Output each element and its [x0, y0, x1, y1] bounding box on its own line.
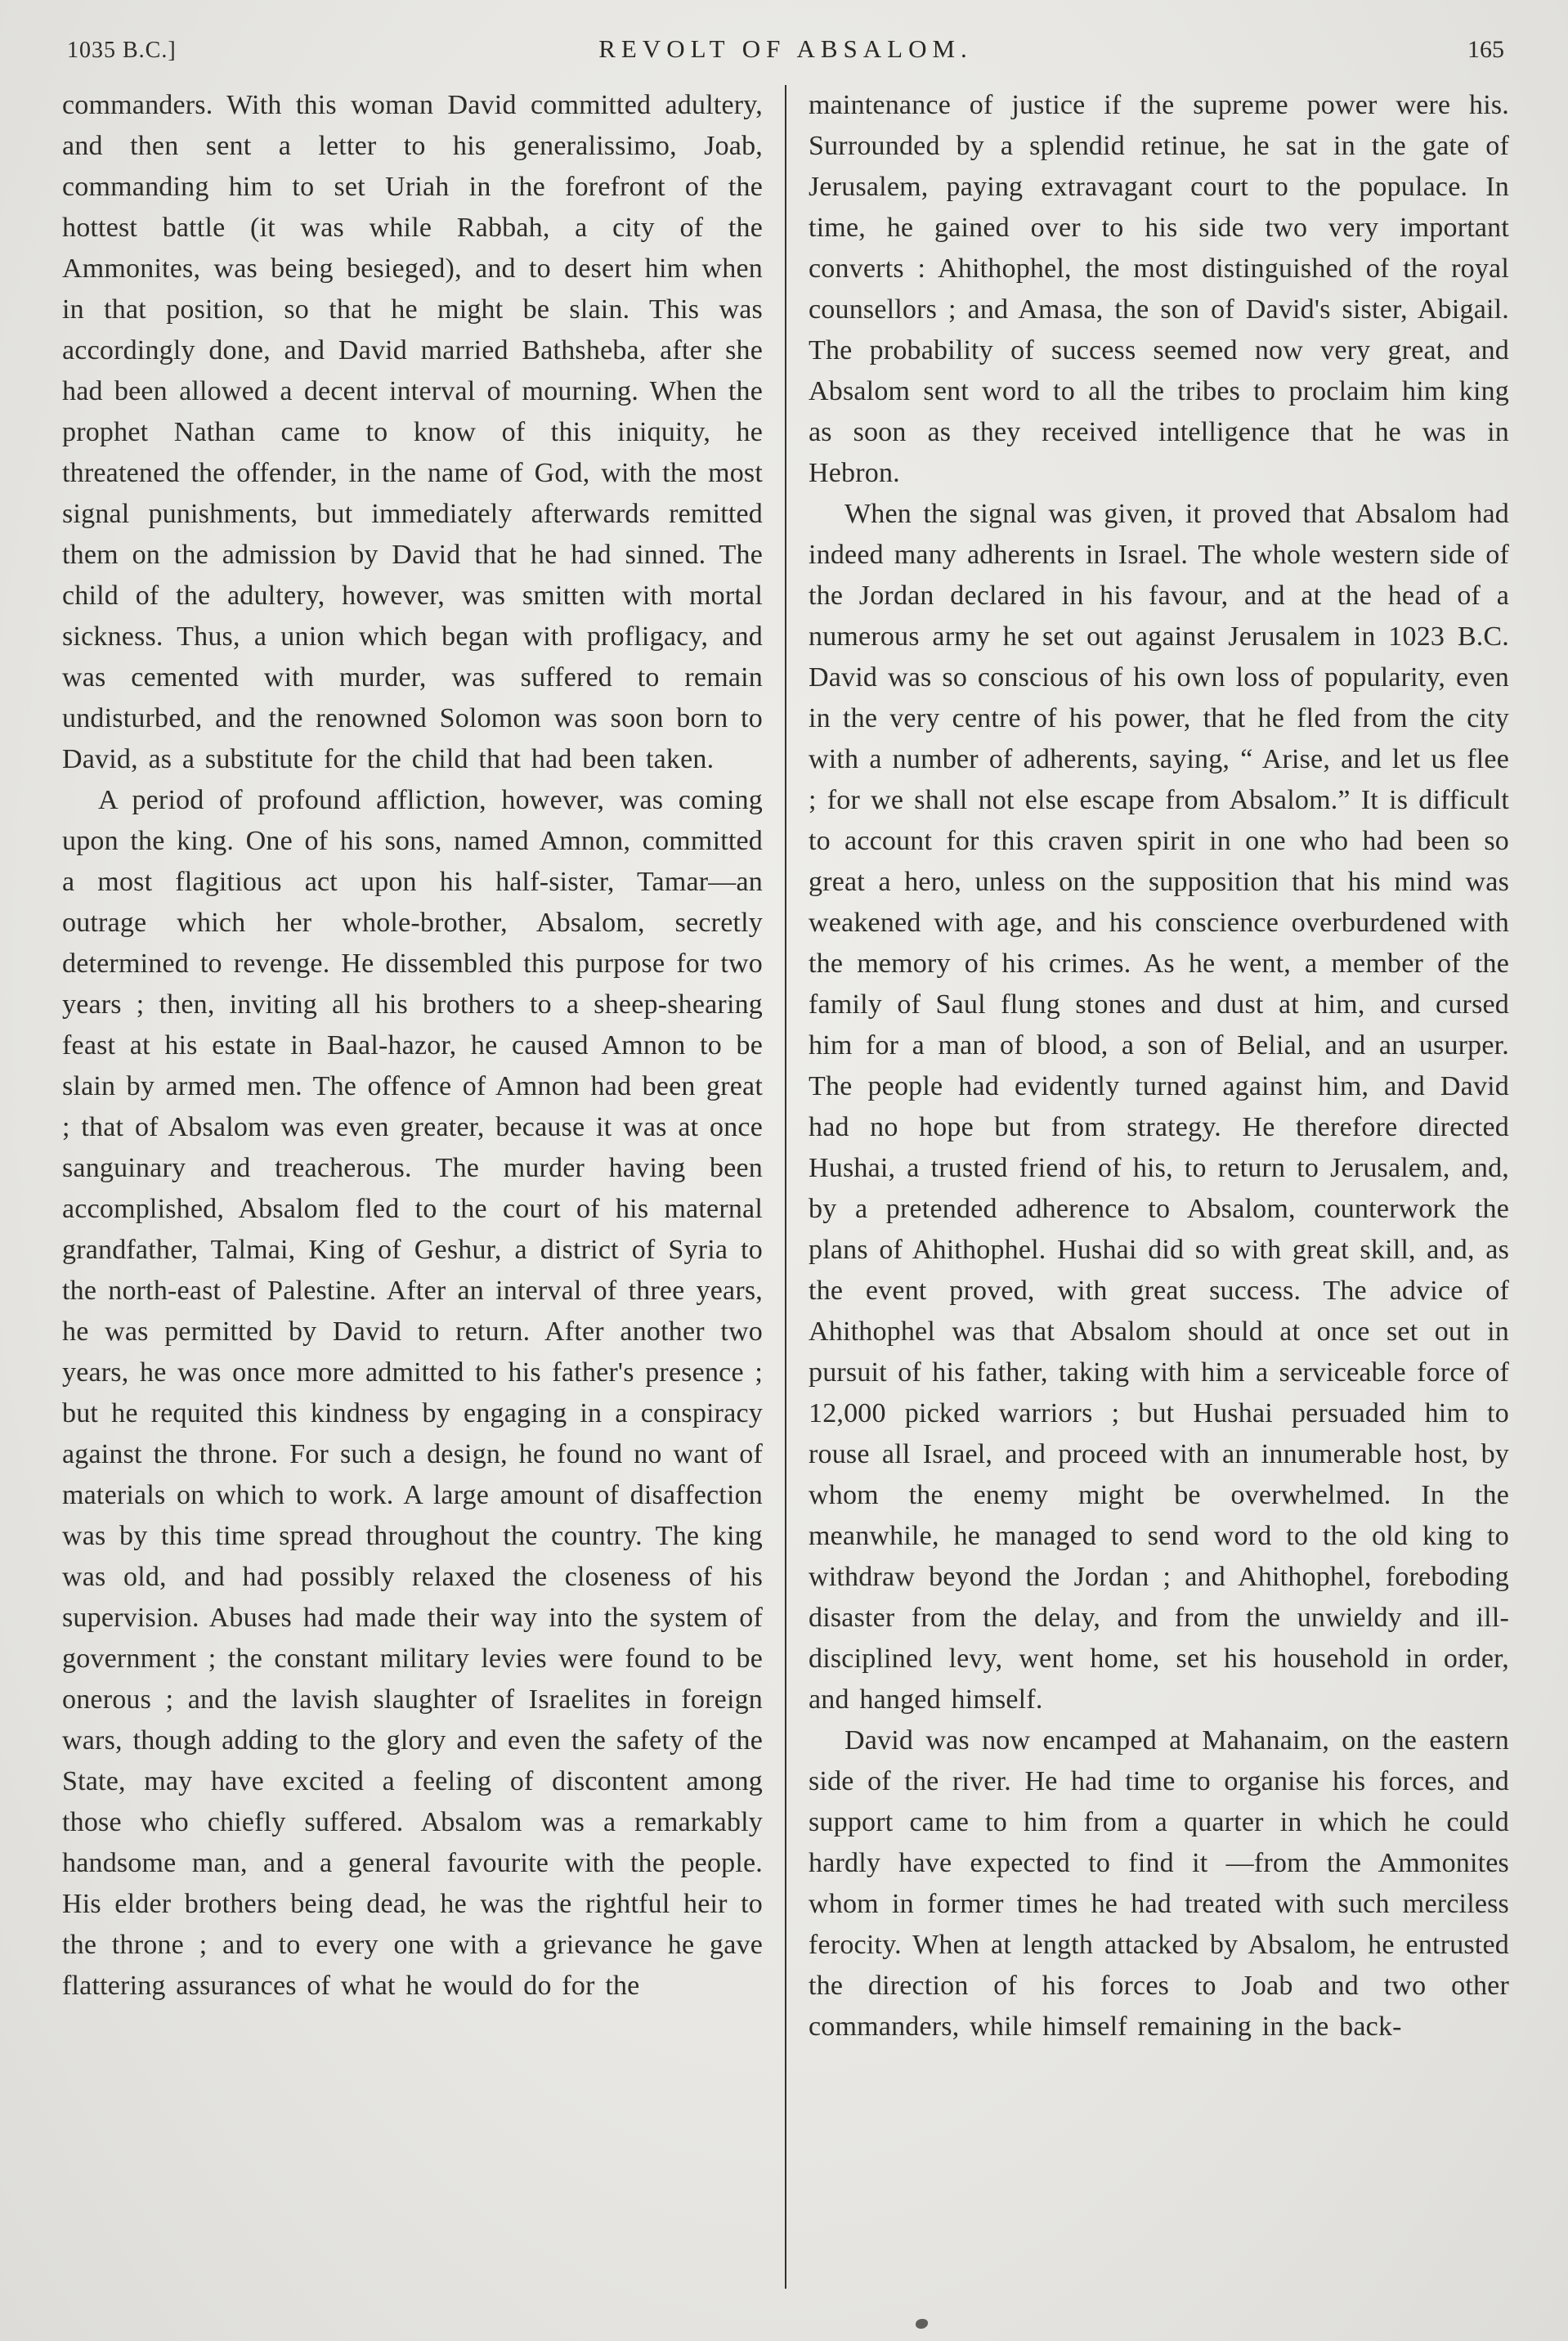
paragraph: A period of profound affliction, however, was coming upon the king. One of his sons, named Amnon, committed a most flagitious act upon his half-sister, Tamar—an outrage which her whole-brother, Absalom, secretly determined to revenge. He dissembled this purpose for two years ; then, inviting all his brothers to a sheep-shearing feast at his estate in Baal-hazor, he caused Amnon to be slain by armed men. The offence of Amnon had been great ; that of Absalom was even greater, because it was at once sanguinary and treacherous. The murder having been accomplished, Absalom fled to the court of his maternal grandfather, Talmai, King of Geshur, a district of Syria to the north-east of Palestine. After an interval of three years, he was permitted by David to return. After another two years, he was once more admitted to his father's presence ; but he requited this kindness by engaging in a conspiracy against the throne. For such a design, he found no want of materials on which to work. A large amount of disaffection was by this time spread throughout the country. The king was old, and had possibly relaxed the closeness of his supervision. Abuses had made their way into the system of government ; the constant military levies were found to be onerous ; and the lavish slaughter of Israelites in foreign wars, though adding to the glory and even the safety of the State, may have excited a feeling of discontent among those who chiefly suffered. Absalom was a remarkably handsome man, and a general favourite with the people. His elder brothers being dead, he was the rightful heir to the throne ; and to every one with a grievance he gave flattering assurances of what he would do for the — [62, 785, 763, 2001]
running-title: REVOLT OF ABSALOM. — [598, 34, 973, 63]
text-columns — [62, 85, 1509, 2289]
header-date: 1035 B.C.] — [67, 38, 177, 63]
page-header — [62, 34, 1509, 64]
right-column — [786, 85, 1509, 2289]
paragraph: When the signal was given, it proved that Absalom had indeed many adherents in Israel. The whole western side of the Jordan declared in his favour, and at the head of a numerous army he set out against Jerusalem in 1023 B.C. David was so conscious of his own loss of popularity, even in the very centre of his power, that he fled from the city with a number of adherents, saying, “ Arise, and let us flee ; for we shall not else escape from Absalom.” It is difficult to account for this craven spirit in one who had been so great a hero, unless on the supposition that his mind was weakened with age, and his conscience overburdened with the memory of his crimes. As he went, a member of the family of Saul flung stones and dust at him, and cursed him for a man of blood, a son of Belial, and an usurper. The people had evidently turned against him, and David had no hope but from strategy. He therefore directed Hushai, a trusted friend of his, to return to Jerusalem, and, by a pretended adherence to Absalom, counterwork the plans of Ahithophel. Hushai did so with great skill, and, as the event proved, with great success. The advice of Ahithophel was that Absalom should at once set out in pursuit of his father, taking with him a serviceable force of 12,000 picked warriors ; but Hushai persuaded him to rouse all Israel, and proceed with an innumerable host, by whom the enemy might be overwhelmed. In the meanwhile, he managed to send word to the old king to withdraw beyond the Jordan ; and Ahithophel, foreboding disaster from the delay, and from the unwieldy and ill-disciplined levy, went home, set his household in order, and hanged himself. — [809, 499, 1509, 1715]
left-column — [62, 85, 785, 2289]
paragraph: David was now encamped at Mahanaim, on the eastern side of the river. He had time to organise his forces, and support came to him from a quarter in which he could hardly have expected to find it —from the Ammonites whom in former times he had treated with such merciless ferocity. When at length attacked by Absalom, he entrusted the direction of his forces to Joab and two other commanders, while himself remaining in the back- — [809, 1725, 1509, 2042]
paragraph-continuation: maintenance of justice if the supreme power were his. Surrounded by a splendid retinue, he sat in the gate of Jerusalem, paying extravagant court to the populace. In time, he gained over to his side two very important converts : Ahithophel, the most distinguished of the royal counsellors ; and Amasa, the son of David's sister, Abigail. The probability of success seemed now very great, and Absalom sent word to all the tribes to proclaim him king as soon as they received intelligence that he was in Hebron. — [809, 90, 1509, 488]
page-number: 165 — [1467, 36, 1504, 63]
paragraph-continuation: commanders. With this woman David committed adultery, and then sent a letter to his generalissimo, Joab, commanding him to set Uriah in the forefront of the hottest battle (it was while Rabbah, a city of the Ammonites, was being besieged), and to desert him when in that position, so that he might be slain. This was accordingly done, and David married Bathsheba, after she had been allowed a decent interval of mourning. When the prophet Nathan came to know of this iniquity, he threatened the offender, in the name of God, with the most signal punishments, but immediately afterwards remitted them on the admission by David that he had sinned. The child of the adultery, however, was smitten with mortal sickness. Thus, a union which began with profligacy, and was cemented with murder, was suffered to remain undisturbed, and the renowned Solomon was soon born to David, as a substitute for the child that had been taken. — [62, 90, 763, 774]
ink-smudge — [916, 2319, 928, 2329]
